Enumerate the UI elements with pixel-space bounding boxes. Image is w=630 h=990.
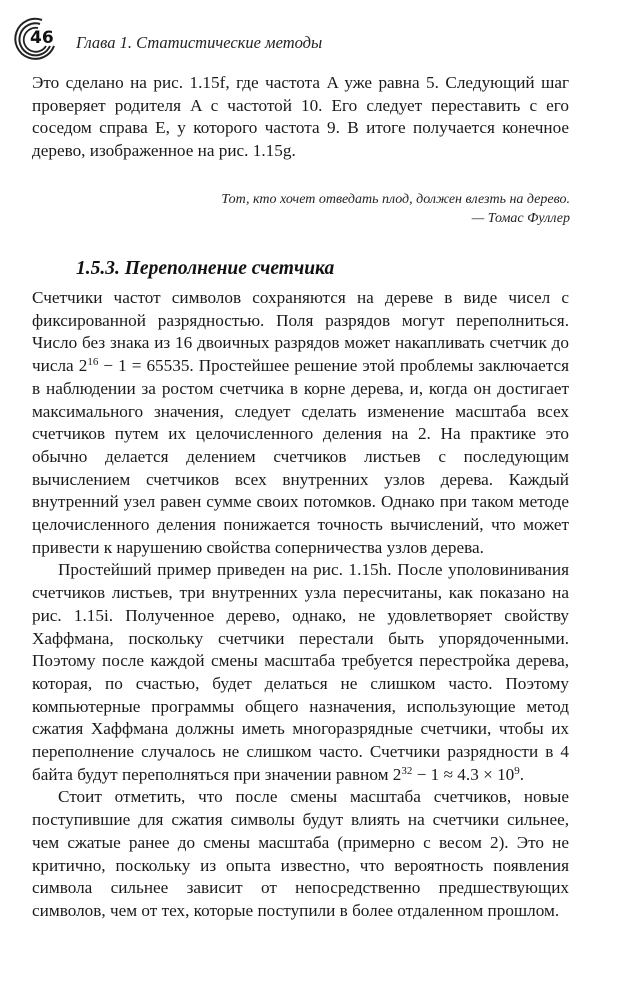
paragraph-example-part3: . xyxy=(519,764,525,784)
exponent-9: 9 xyxy=(514,764,520,777)
paragraph-example-part2: − 1 ≈ 4.3 × 10 xyxy=(412,764,515,784)
section-body xyxy=(32,287,569,923)
paragraph-example xyxy=(32,559,569,786)
epigraph xyxy=(110,190,570,228)
paragraph-note: Стоит отметить, что после смены масштаба счетчиков, новые поступившие для сжатия символы будут влиять на счетчики сильнее, чем сжатые ранее до смены масштаба (примерно с весом 2). Это не критично, поскольку из опыта известно, что вероятность появления символа сильнее зависит от непосредственно предшествующих символов, чем от тех, которые поступили в более отдаленном прошлом. xyxy=(32,787,569,920)
paragraph-intro: Это сделано на рис. 1.15f, где частота A уже равна 5. Следующий шаг проверяет родителя A с частотой 10. Его следует переставить с его соседом справа E, у которого частота 9. В итоге получается конечное дерево, изображенное на рис. 1.15g. xyxy=(32,73,569,161)
intro-text xyxy=(32,72,569,163)
epigraph-quote: Тот, кто хочет отведать плод, должен влезть на дерево. xyxy=(221,192,570,207)
paragraph-overflow-part1: Счетчики частот символов сохраняются на дереве в виде чисел с фиксированной разрядностью. Поля разрядов могут переполниться. Число без знака из 16 двоичных разрядов может накапливать счетчик до числа 2 xyxy=(32,288,569,376)
exponent-16: 16 xyxy=(87,356,99,369)
section-title: 1.5.3. Переполнение счетчика xyxy=(76,258,335,279)
page-header xyxy=(12,16,612,60)
page-number: 46 xyxy=(30,28,54,48)
paragraph-overflow xyxy=(32,287,569,559)
running-head: Глава 1. Статистические методы xyxy=(76,33,323,52)
exponent-32: 32 xyxy=(401,764,413,777)
paragraph-overflow-part2: − 1 = 65535. Простейшее решение этой проблемы заключается в наблюдении за ростом счетчика в корне дерева, и, когда он достигает максимального значения, следует сделать изменение масштаба всех счетчиков путем их целочисленного деления на 2. На практике это обычно делается делением счетчиков листьев с последующим вычислением счетчиков всех внутренних узлов дерева. Каждый внутренний узел равен сумме своих потомков. Однако при таком методе целочисленного деления понижается точность вычислений, что может привести к нарушению свойства соперничества узлов дерева. xyxy=(32,356,569,557)
epigraph-attribution: — Томас Фуллер xyxy=(471,211,570,226)
paragraph-example-part1: Простейший пример приведен на рис. 1.15h. После уполовинивания счетчиков листьев, три внутренних узла пересчитаны, как показано на рис. 1.15i. Полученное дерево, однако, не удовлетворяет свойству Хаффмана, поскольку счетчики перестали быть упорядоченными. Поэтому после каждой смены масштаба требуется перестройка дерева, которая, по счастью, будет делаться не слишком часто. Поэтому компьютерные программы общего назначения, использующие метод сжатия Хаффмана должны иметь многоразрядные счетчики, чтобы их переполнение случалось не слишком часто. Счетчики разрядности в 4 байта будут переполняться при значении равном 2 xyxy=(32,560,569,784)
